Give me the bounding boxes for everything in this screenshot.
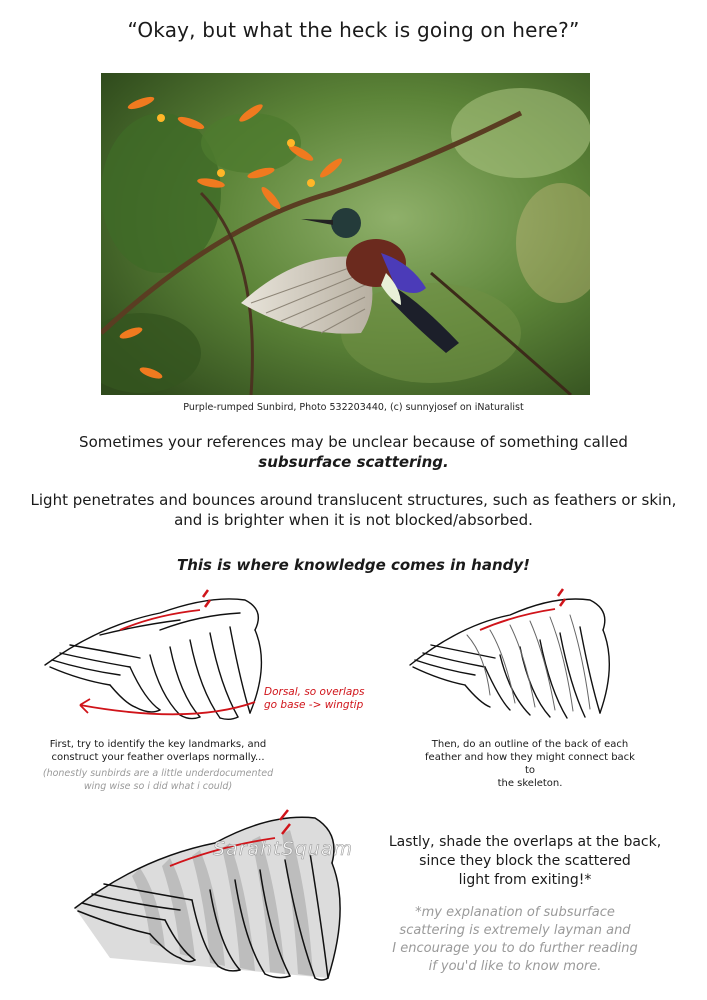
intro-line: Sometimes your references may be unclear because of something called bbox=[79, 433, 628, 451]
intro-paragraph bbox=[40, 432, 667, 472]
dorsal-note bbox=[264, 686, 384, 712]
callout-heading: This is where knowledge comes in handy! bbox=[176, 556, 531, 574]
step2-line: Then, do an outline of the back of each bbox=[431, 739, 629, 750]
photo-caption: Purple-rumped Sunbird, Photo 532203440, (c) sunnyjosef on iNaturalist bbox=[183, 402, 524, 413]
wing-sketch-step3 bbox=[70, 808, 370, 988]
explanation-paragraph bbox=[30, 490, 677, 530]
footnote-line: scattering is extremely layman and bbox=[399, 923, 631, 938]
step2-text bbox=[420, 738, 640, 790]
step3-text bbox=[375, 833, 675, 890]
sunbird-photo bbox=[101, 73, 590, 395]
wing-sketch-step2 bbox=[405, 585, 645, 725]
step1-line: construct your feather overlaps normally... bbox=[51, 752, 265, 763]
footnote-line: I encourage you to do further reading bbox=[392, 941, 638, 956]
step1-aside bbox=[28, 768, 288, 793]
explanation-line: Light penetrates and bounces around translucent structures, such as feathers or skin, bbox=[30, 491, 677, 509]
step1-line: First, try to identify the key landmarks, and bbox=[49, 739, 267, 750]
dorsal-note-line: go base -> wingtip bbox=[264, 699, 364, 711]
step3-line: light from exiting!* bbox=[458, 872, 592, 888]
footnote bbox=[365, 904, 665, 976]
footnote-line: if you'd like to know more. bbox=[428, 959, 602, 974]
step3-line: Lastly, shade the overlaps at the back, bbox=[388, 834, 662, 850]
step1-text bbox=[28, 738, 288, 764]
step2-line: the skeleton. bbox=[497, 778, 563, 789]
step3-line: since they block the scattered bbox=[419, 853, 631, 869]
intro-term: subsurface scattering. bbox=[258, 453, 449, 471]
page-title: “Okay, but what the heck is going on here?” bbox=[127, 18, 580, 42]
watermark: SarahtSquam bbox=[213, 838, 353, 860]
dorsal-note-line: Dorsal, so overlaps bbox=[264, 686, 365, 698]
explanation-line: and is brighter when it is not blocked/absorbed. bbox=[174, 511, 533, 529]
step2-line: feather and how they might connect back to bbox=[425, 752, 635, 776]
step1-aside-line: wing wise so i did what i could) bbox=[83, 780, 233, 792]
step1-aside-line: (honestly sunbirds are a little underdocumented bbox=[42, 768, 274, 779]
footnote-line: *my explanation of subsurface bbox=[415, 905, 615, 920]
